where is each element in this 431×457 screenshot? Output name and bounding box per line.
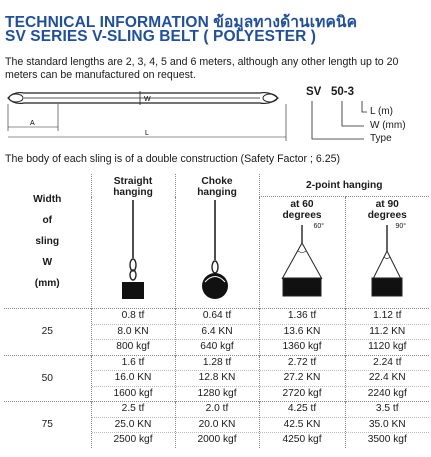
table-row: [4, 309, 429, 356]
code-prefix: SV: [306, 86, 322, 98]
header-choke-line: hanging: [197, 187, 237, 198]
code-l-text: L (m): [370, 106, 393, 117]
code-w-text: W (mm): [370, 120, 406, 131]
choke-value: 20.0 KN: [176, 417, 259, 433]
code-value: 50-3: [331, 86, 355, 98]
code-type-text: Type: [370, 133, 392, 144]
cell-width: [4, 309, 91, 356]
cell-deg60: [259, 402, 345, 448]
header-two-point-label: 2-point hanging: [306, 179, 383, 191]
header-width: [4, 174, 91, 309]
deg90-value: 3500 kgf: [346, 432, 430, 448]
straight-value: 1.6 tf: [121, 356, 145, 368]
choke-value: 640 kgf: [176, 339, 259, 355]
header-60-line: at 60: [290, 199, 314, 210]
header-width-line: of: [42, 214, 53, 226]
choke-value: 2.0 tf: [205, 403, 229, 414]
choke-value: 1280 kgf: [176, 386, 259, 402]
straight-value: 2.5 tf: [121, 403, 145, 414]
cell-deg90: [345, 309, 429, 356]
width-value: 75: [41, 419, 53, 431]
two-point-60-icon: [272, 221, 332, 301]
a-label: A: [30, 120, 35, 127]
deg60-value: 2720 kgf: [260, 386, 345, 402]
header-90-line: at 90: [375, 199, 399, 210]
header-choke-line: Choke: [201, 176, 233, 187]
header-straight: [91, 174, 175, 309]
header-width-line: sling: [35, 235, 60, 247]
deg60-value: 42.5 KN: [260, 417, 345, 433]
header-90: [345, 197, 429, 309]
cell-choke: [175, 309, 259, 356]
straight-value: 25.0 KN: [92, 417, 175, 433]
body-note: The body of each sling is of a double construction (Safety Factor ; 6.25): [5, 153, 341, 165]
header-60-line: degrees: [282, 210, 322, 221]
page-title: TECHNICAL INFORMATION ข้อมูลทางด้านเทคนิค: [5, 14, 358, 31]
straight-value: 800 kgf: [92, 339, 175, 355]
choke-value: 1.28 tf: [202, 356, 232, 368]
angle-90-label: 90°: [395, 223, 407, 230]
deg90-value: 35.0 KN: [346, 417, 430, 433]
two-point-90-icon: [357, 221, 417, 301]
w-label: W: [144, 96, 151, 103]
table-row: [4, 355, 429, 402]
cell-deg90: [345, 355, 429, 402]
cell-deg60: [259, 355, 345, 402]
code-legend: [304, 86, 429, 148]
width-value: 25: [41, 326, 53, 338]
straight-value: 16.0 KN: [92, 370, 175, 386]
deg60-value: 1.36 tf: [287, 310, 317, 321]
angle-60-label: 60°: [313, 223, 325, 230]
deg60-value: 4.25 tf: [287, 403, 317, 414]
straight-value: 8.0 KN: [92, 324, 175, 340]
deg90-value: 2.24 tf: [373, 356, 402, 368]
deg90-value: 22.4 KN: [346, 370, 430, 386]
cell-deg90: [345, 402, 429, 448]
sling-diagram: [0, 87, 300, 145]
straight-value: 2500 kgf: [92, 432, 175, 448]
choke-value: 6.4 KN: [176, 324, 259, 340]
header-straight-line: Straight: [113, 176, 153, 187]
cell-straight: [91, 402, 175, 448]
width-value: 50: [41, 372, 53, 384]
page-subtitle: SV SERIES V-SLING BELT ( POLYESTER ): [5, 28, 317, 45]
deg90-value: 2240 kgf: [346, 386, 430, 402]
intro-text: The standard lengths are 2, 3, 4, 5 and 6 meters, although any other length up to 20 meters can be manufactured on request.: [5, 56, 399, 81]
deg90-value: 1120 kgf: [346, 339, 430, 355]
cell-straight: [91, 309, 175, 356]
deg90-value: 11.2 KN: [346, 324, 430, 340]
deg60-value: 1360 kgf: [260, 339, 345, 355]
header-width-line: W: [42, 256, 53, 268]
header-width-line: (mm): [34, 277, 60, 289]
header-90-line: degrees: [367, 210, 407, 221]
straight-value: 0.8 tf: [121, 310, 145, 321]
straight-hanging-icon: [113, 198, 153, 300]
cell-width: [4, 402, 91, 448]
deg90-value: 1.12 tf: [373, 310, 402, 321]
header-width-line: Width: [33, 193, 62, 205]
cell-choke: [175, 402, 259, 448]
deg60-value: 4250 kgf: [260, 432, 345, 448]
header-60: [259, 197, 345, 309]
choke-hanging-icon: [197, 198, 237, 300]
choke-value: 2000 kgf: [176, 432, 259, 448]
straight-value: 1600 kgf: [92, 386, 175, 402]
table-row: [4, 402, 429, 448]
deg90-value: 3.5 tf: [375, 403, 399, 414]
deg60-value: 13.6 KN: [260, 324, 345, 340]
choke-value: 0.64 tf: [202, 310, 232, 321]
cell-width: [4, 355, 91, 402]
choke-value: 12.8 KN: [176, 370, 259, 386]
header-two-point: [259, 174, 429, 197]
header-straight-line: hanging: [113, 187, 153, 198]
deg60-value: 2.72 tf: [287, 356, 317, 368]
cell-deg60: [259, 309, 345, 356]
code-legend-lines: [304, 86, 429, 148]
cell-straight: [91, 355, 175, 402]
capacity-table: [4, 174, 429, 448]
deg60-value: 27.2 KN: [260, 370, 345, 386]
header-choke: [175, 174, 259, 309]
l-label: L: [145, 130, 149, 137]
table-header-row: [4, 174, 429, 197]
cell-choke: [175, 355, 259, 402]
